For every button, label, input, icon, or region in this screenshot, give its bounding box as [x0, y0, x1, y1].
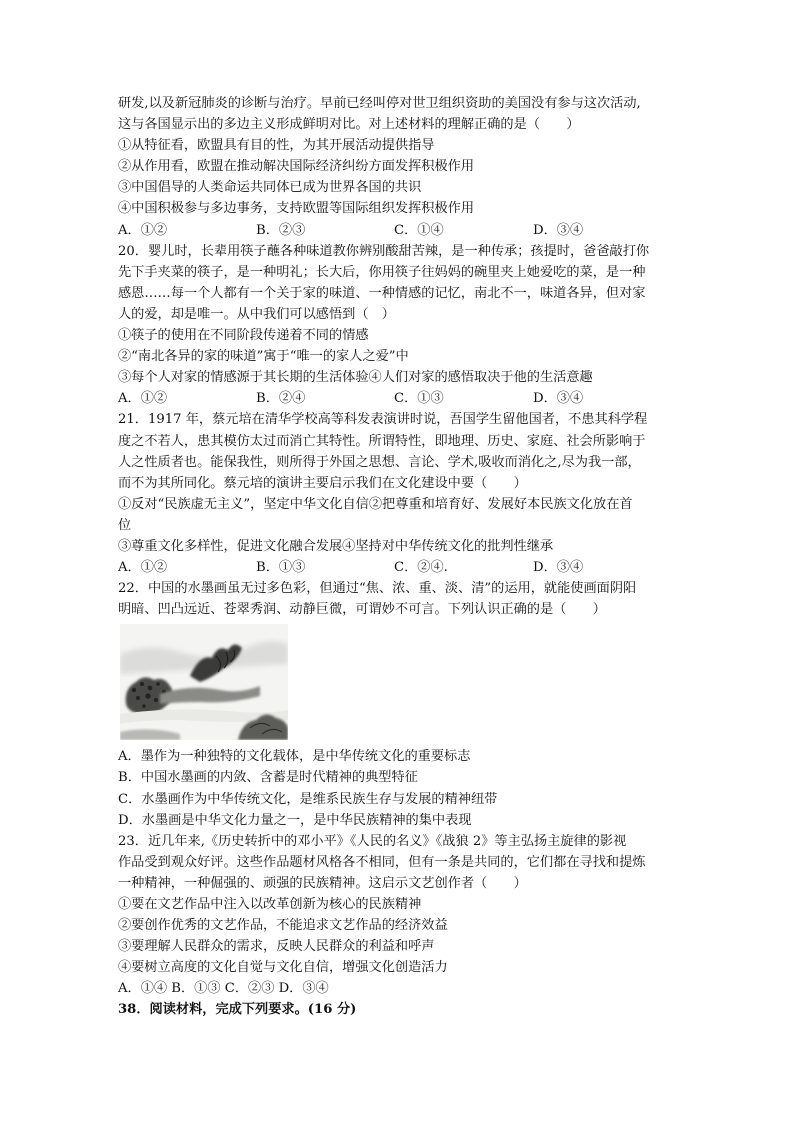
q19-statement: ②从作用看，欧盟在推动解决国际经济纠纷方面发挥积极作用	[118, 159, 475, 175]
q20-statement: ②“南北各异的家的味道”寓于“唯一的家人之爱”中	[118, 349, 409, 365]
q22-option-a[interactable]: A．墨作为一种独特的文化载体，是中华传统文化的重要标志	[118, 749, 471, 765]
ink-wash-painting	[120, 624, 288, 740]
q21-statement: 位	[118, 517, 132, 533]
question-22	[118, 578, 678, 831]
q22-stem-line: 明暗、凹凸远近、苍翠秀润、动静巨微，可谓妙不可言。下列认识正确的是（ ）	[118, 602, 606, 618]
q22-stem-line: 22．中国的水墨画虽无过多色彩，但通过“焦、浓、重、淡、清”的运用，就能使画面阴阳	[118, 581, 637, 597]
q19-option-b[interactable]: B．②③	[256, 222, 306, 238]
q20-options	[118, 388, 678, 409]
q38-title: 38．阅读材料，完成下列要求。(16 分)	[118, 1002, 357, 1018]
q20-option-d[interactable]: D．③④	[533, 391, 584, 407]
question-20	[118, 241, 678, 410]
question-19	[118, 93, 678, 241]
q23-stem-line: 一种精神，一种倔强的、顽强的民族精神。这启示文艺创作者（ ）	[118, 875, 527, 891]
q21-stem-line: 21．1917 年，蔡元培在清华学校高等科发表演讲时说，吾国学生留他国者，不患其科学程	[118, 412, 648, 428]
q20-stem-line: 先下手夹菜的筷子，是一种明礼；长大后，你用筷子往妈妈的碗里夹上她爱吃的菜，是一种	[118, 264, 646, 280]
q23-statement: ②要创作优秀的文艺作品，不能追求文艺作品的经济效益	[118, 918, 448, 934]
q19-option-a[interactable]: A．①②	[118, 222, 168, 238]
q19-line: 这与各国显示出的多边主义形成鲜明对比。对上述材料的理解正确的是（ ）	[118, 117, 580, 133]
q21-statement: ③尊重文化多样性，促进文化融合发展④坚持对中华传统文化的批判性继承	[118, 538, 554, 554]
question-23	[118, 831, 678, 1000]
page-content	[118, 93, 678, 1021]
q21-stem-line: 而不为其所同化。蔡元培的演讲主要启示我们在文化建设中要（ ）	[118, 475, 527, 491]
q22-option-b[interactable]: B．中国水墨画的内敛、含蓄是时代精神的典型特征	[118, 770, 418, 786]
q20-statement: ③每个人对家的情感源于其长期的生活体验④人们对家的感悟取决于他的生活意趣	[118, 370, 593, 386]
q20-stem-line: 感恩……每一个人都有一个关于家的味道、一种情感的记忆，南北不一，味道各异，但对家	[118, 285, 646, 301]
q21-option-d[interactable]: D．③④	[533, 560, 584, 576]
q19-options	[118, 220, 678, 241]
q23-statement: ①要在文艺作品中注入以改革创新为核心的民族精神	[118, 897, 422, 912]
q20-stem-line: 人的爱，却是唯一。从中我们可以感悟到（ ）	[118, 306, 395, 322]
q19-statement: ④中国积极参与多边事务，支持欧盟等国际组织发挥积极作用	[118, 201, 475, 217]
q21-option-c[interactable]: C．②④.	[394, 560, 448, 576]
q19-statement: ①从特征看，欧盟具有目的性，为其开展活动提供指导	[118, 138, 435, 154]
question-21	[118, 409, 678, 578]
q21-stem-line: 人之性质者也。能保我性，则所得于外国之思想、言论、学术,吸收而消化之,尽为我一部，	[118, 454, 641, 470]
q22-option-d[interactable]: D．水墨画是中华文化力量之一，是中华民族精神的集中表现	[118, 812, 472, 828]
q23-stem-line: 作品受到观众好评。这些作品题材风格各不相同，但有一条是共同的，它们都在寻找和提炼	[118, 854, 646, 870]
q23-options[interactable]: A．①④ B．①③ C．②③ D．③④	[118, 981, 329, 997]
q19-option-c[interactable]: C．①④	[394, 222, 444, 238]
q21-option-b[interactable]: B．①③	[256, 560, 306, 576]
q20-option-a[interactable]: A．①②	[118, 391, 168, 407]
q20-option-c[interactable]: C．①③	[394, 391, 444, 407]
q21-statement: ①反对“民族虚无主义”，坚定中华文化自信②把尊重和培育好、发展好本民族文化放在首	[118, 496, 633, 512]
q22-option-c[interactable]: C．水墨画作为中华传统文化，是维系民族生存与发展的精神纽带	[118, 791, 498, 807]
q19-option-d[interactable]: D．③④	[533, 222, 584, 238]
q20-option-b[interactable]: B．②④	[256, 391, 306, 407]
q23-statement: ③要理解人民群众的需求，反映人民群众的利益和呼声	[118, 939, 435, 955]
q21-options	[118, 557, 678, 578]
q21-option-a[interactable]: A．①②	[118, 560, 168, 576]
q20-statement: ①筷子的使用在不同阶段传递着不同的情感	[118, 328, 369, 344]
q21-stem-line: 度之不若人，患其模仿太过而消亡其特性。所谓特性，即地理、历史、家庭、社会所影响于	[118, 433, 646, 449]
q23-statement: ④要树立高度的文化自觉与文化自信，增强文化创造活力	[118, 960, 448, 976]
q19-line: 研发,以及新冠肺炎的诊断与治疗。早前已经叫停对世卫组织资助的美国没有参与这次活动,	[118, 96, 641, 111]
q19-statement: ③中国倡导的人类命运共同体已成为世界各国的共识	[118, 180, 422, 196]
q20-stem-line: 20．婴儿时，长辈用筷子蘸各种味道教你辨别酸甜苦辣，是一种传承；孩提时，爸爸敲打你	[118, 243, 650, 259]
q23-stem-line: 23．近几年来,《历史转折中的邓小平》《人民的名义》《战狼 2》等主弘扬主旋律的影视	[118, 833, 627, 849]
